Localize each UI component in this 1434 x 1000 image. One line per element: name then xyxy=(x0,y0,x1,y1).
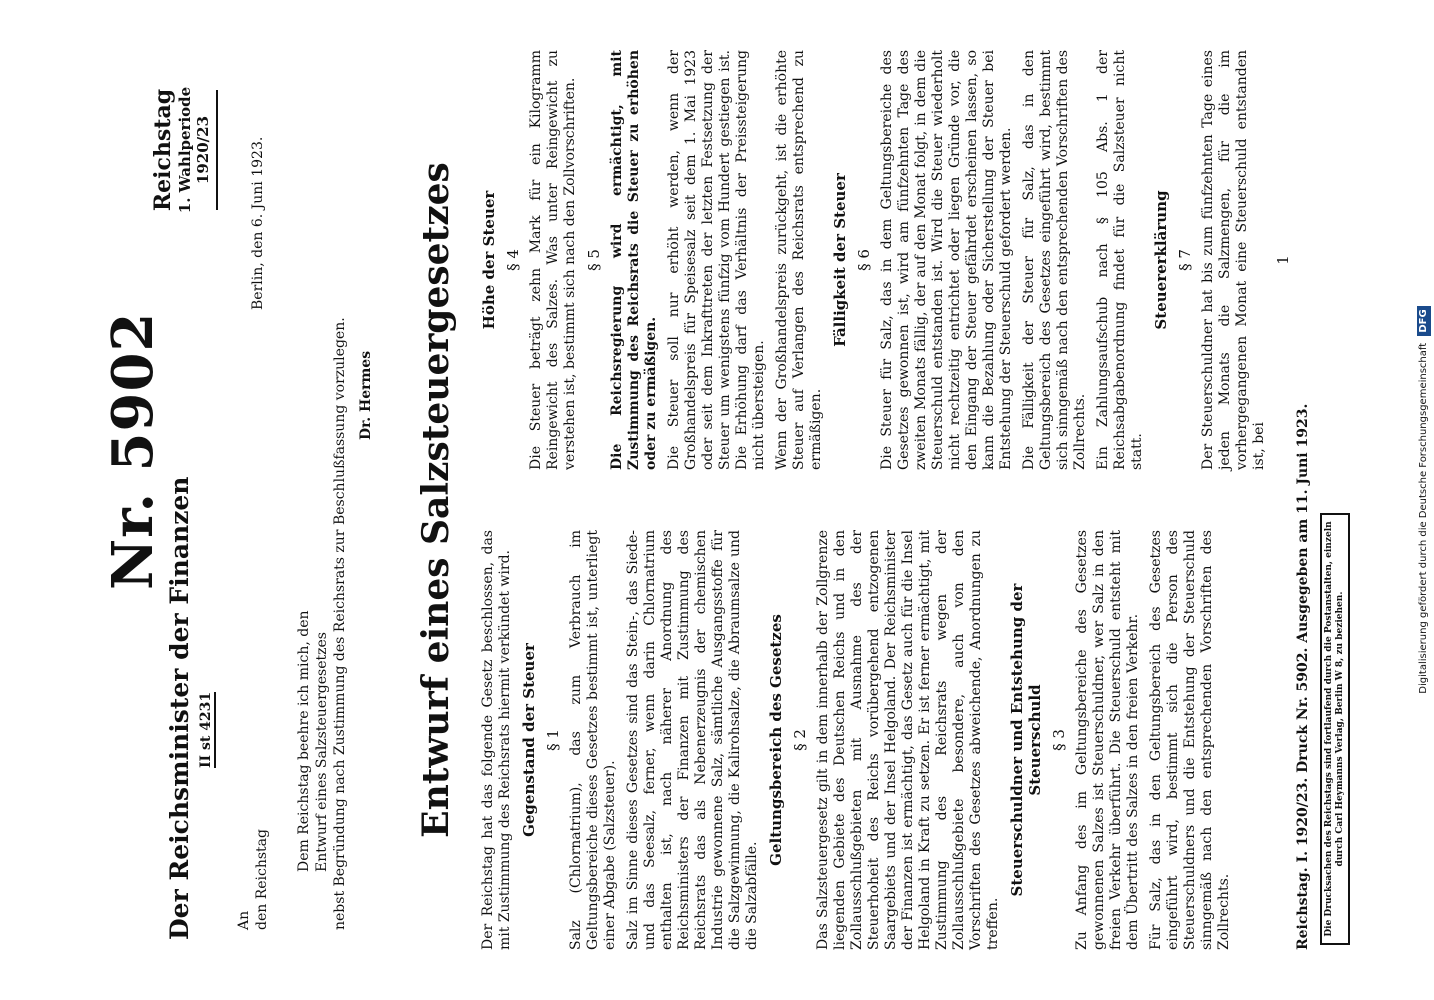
paragraph-number: § 2 xyxy=(791,729,809,751)
paragraph-number: § 7 xyxy=(1176,249,1194,271)
recipient-line: den Reichstag xyxy=(254,829,270,930)
divider xyxy=(212,90,218,210)
recipient-line: An xyxy=(236,910,252,930)
paragraph-text: Die Reichsregierung wird ermächtigt, mit Zustimmung des Reichsrats die Steuer zu erhöhen oder zu ermäßigen. xyxy=(609,50,659,470)
paragraph-text: Der Steuerschuldner hat bis zum fünfzehnten Tage eines jeden Monats die Salzmengen, für die im vorhergegangenen Monat eine Steuerschuld entstanden ist, bei xyxy=(1200,50,1267,470)
paragraph-text: Für Salz, das in den Geltungsbereich des Gesetzes eingeführt wird, bestimmt sich die Person des Steuerschuldners und die Entstehung der Steuerschuld sinngemäß nach den entsprechenden Vorschriften des Zollrechts. xyxy=(1148,530,1232,950)
paragraph-text: Die Fälligkeit der Steuer für Salz, das in den Geltungsbereich des Gesetzes eingeführt wird, bestimmt sich sinngemäß nach den entsprechenden Vorschriften des Zollrechts. xyxy=(1021,50,1088,470)
paragraph-text: Ein Zahlungsaufschub nach § 105 Abs. 1 der Reichsabgabenordnung findet für die Salzsteuer nicht statt. xyxy=(1095,50,1145,470)
printer-note: Die Drucksachen des Reichstags sind fortlaufend durch die Postanstalten, einzeln durch Carl Heymanns Verlag, Berlin W 8, zu beziehen. xyxy=(1320,513,1350,945)
years-label: 1920/23 xyxy=(194,115,212,185)
scanned-document xyxy=(20,10,1400,990)
paragraph-text: Das Salzsteuergesetz gilt in dem innerhalb der Zollgrenze liegenden Gebiete des Deutschen Reichs und in den Zollausschlußgebieten mit Ausnahme des der Steuerhoheit des Reichs vorübergehend entzogenen Saargebiets und der Insel Helgoland. Der Reichsminister der Finanzen ist ermächtigt, das Gesetz auch für die Insel Helgoland in Kraft zu setzen. Er ist ferner ermächtigt, mit Zustimmung des Reichsrats wegen der Zollausschlußgebiete besondere, auch von den Vorschriften des Gesetzes abweichende, Anordnungen zu treffen. xyxy=(815,530,1001,950)
section-heading: Geltungsbereich des Gesetzes xyxy=(767,614,785,866)
signature: Dr. Hermes xyxy=(358,350,374,440)
paragraph-text: Zu Anfang des im Geltungsbereiche des Gesetzes gewonnenen Salzes ist Steuerschuldner, wer Salz in den freien Verkehr überführt. Die Steuerschuld entsteht mit dem Übertritt des Salzes in den freien Verkehr. xyxy=(1074,530,1141,950)
period-label: 1. Wahlperiode xyxy=(176,86,194,214)
paragraph-text: Salz (Chlornatrium), das zum Verbrauch im Geltungsbereiche dieses Gesetzes bestimmt ist, unterliegt einer Abgabe (Salzsteuer). xyxy=(568,530,618,950)
paragraph-number: § 4 xyxy=(504,249,522,271)
watermark-text: Digitalisierung gefördert durch die Deutsche Forschungsgemeinschaft xyxy=(1418,342,1429,694)
place-date: Berlin, den 6. Juni 1923. xyxy=(250,136,266,310)
document-number: Nr. 5902 xyxy=(100,311,166,590)
reference-number: II st 4231 xyxy=(198,691,214,768)
reichstag-tag xyxy=(150,50,218,250)
section-heading: Fälligkeit der Steuer xyxy=(831,173,849,347)
paragraph-number: § 6 xyxy=(855,249,873,271)
right-column xyxy=(480,50,1298,470)
page-number: 1 xyxy=(1274,255,1292,265)
ministry-heading: Der Reichsminister der Finanzen xyxy=(165,476,194,940)
intro-text: Der Reichstag hat das folgende Gesetz beschlossen, das mit Zustimmung des Reichsrats hiermit verkündet wird. xyxy=(480,530,513,950)
letter-line: nebst Begründung nach Zustimmung des Reichsrats zur Beschlußfassung vorzulegen. xyxy=(332,317,348,930)
dfg-watermark xyxy=(1414,0,1434,1000)
paragraph-text: Die Steuer soll nur erhöht werden, wenn der Großhandelspreis für Speisesalz seit dem 1. Mai 1923 oder seit dem Inkrafttreten der letzten Festsetzung der Steuer um wenigstens fünfzig vom Hundert gestiegen ist. Die Erhöhung darf das Verhältnis der Preissteigerung nicht übersteigen. xyxy=(666,50,767,470)
section-heading: Steuererklärung xyxy=(1152,190,1170,330)
section-heading: Höhe der Steuer xyxy=(480,190,498,330)
paragraph-text: Wenn der Großhandelspreis zurückgeht, ist die erhöhte Steuer auf Verlangen des Reichsrats entsprechend zu ermäßigen. xyxy=(774,50,824,470)
document-title: Entwurf eines Salzsteuergesetzes xyxy=(415,162,457,838)
paragraph-text: Die Steuer beträgt zehn Mark für ein Kilogramm Reingewicht des Salzes. Was unter Reingewicht zu verstehen ist, bestimmt sich nach den Zollvorschriften. xyxy=(528,50,578,470)
dfg-logo-icon: DFG xyxy=(1417,306,1431,335)
paragraph-number: § 3 xyxy=(1050,729,1068,751)
letter-line: Entwurf eines Salzsteuergesetzes xyxy=(314,632,330,872)
footer-line: Reichstag. I. 1920/23. Druck Nr. 5902. Ausgegeben am 11. Juni 1923. xyxy=(1295,403,1311,950)
paragraph-number: § 1 xyxy=(544,729,562,751)
paragraph-number: § 5 xyxy=(585,249,603,271)
document-page xyxy=(20,10,1400,990)
section-heading: Gegenstand der Steuer xyxy=(520,643,538,837)
paragraph-text: Die Steuer für Salz, das in dem Geltungsbereiche des Gesetzes gewonnen ist, wird am fünfzehnten Tage des zweiten Monats fällig, der auf den Monat folgt, in dem die Steuerschuld entstanden ist. Wird die Steuer wiederholt nicht rechtzeitig entrichtet oder liegen Gründe vor, die den Eingang der Steuer gefährdet erscheinen lassen, so kann die Bezahlung oder Sicherstellung der Steuer bei Entstehung der Steuerschuld gefordert werden. xyxy=(879,50,1014,470)
paragraph-text: Salz im Sinne dieses Gesetzes sind das Stein-, das Siede- und das Seesalz, ferner, wenn darin Chlornatrium enthalten ist, nach näherer Anordnung des Reichsministers der Finanzen mit Zustimmung des Reichsrats das als Nebenerzeugnis der chemischen Industrie gewonnene Salz, sämtliche Ausgangsstoffe für die Salzgewinnung, die Kalirohsalze, die Abraumsalze und die Salzabfälle. xyxy=(625,530,760,950)
left-column xyxy=(480,530,1239,950)
reichstag-label: Reichstag xyxy=(150,88,176,212)
letter-line: Dem Reichstag beehre ich mich, den xyxy=(296,610,312,872)
recipient xyxy=(235,829,271,930)
section-heading: Steuerschuldner und Entstehung der Steuerschuld xyxy=(1008,583,1044,897)
cover-letter xyxy=(295,170,349,930)
